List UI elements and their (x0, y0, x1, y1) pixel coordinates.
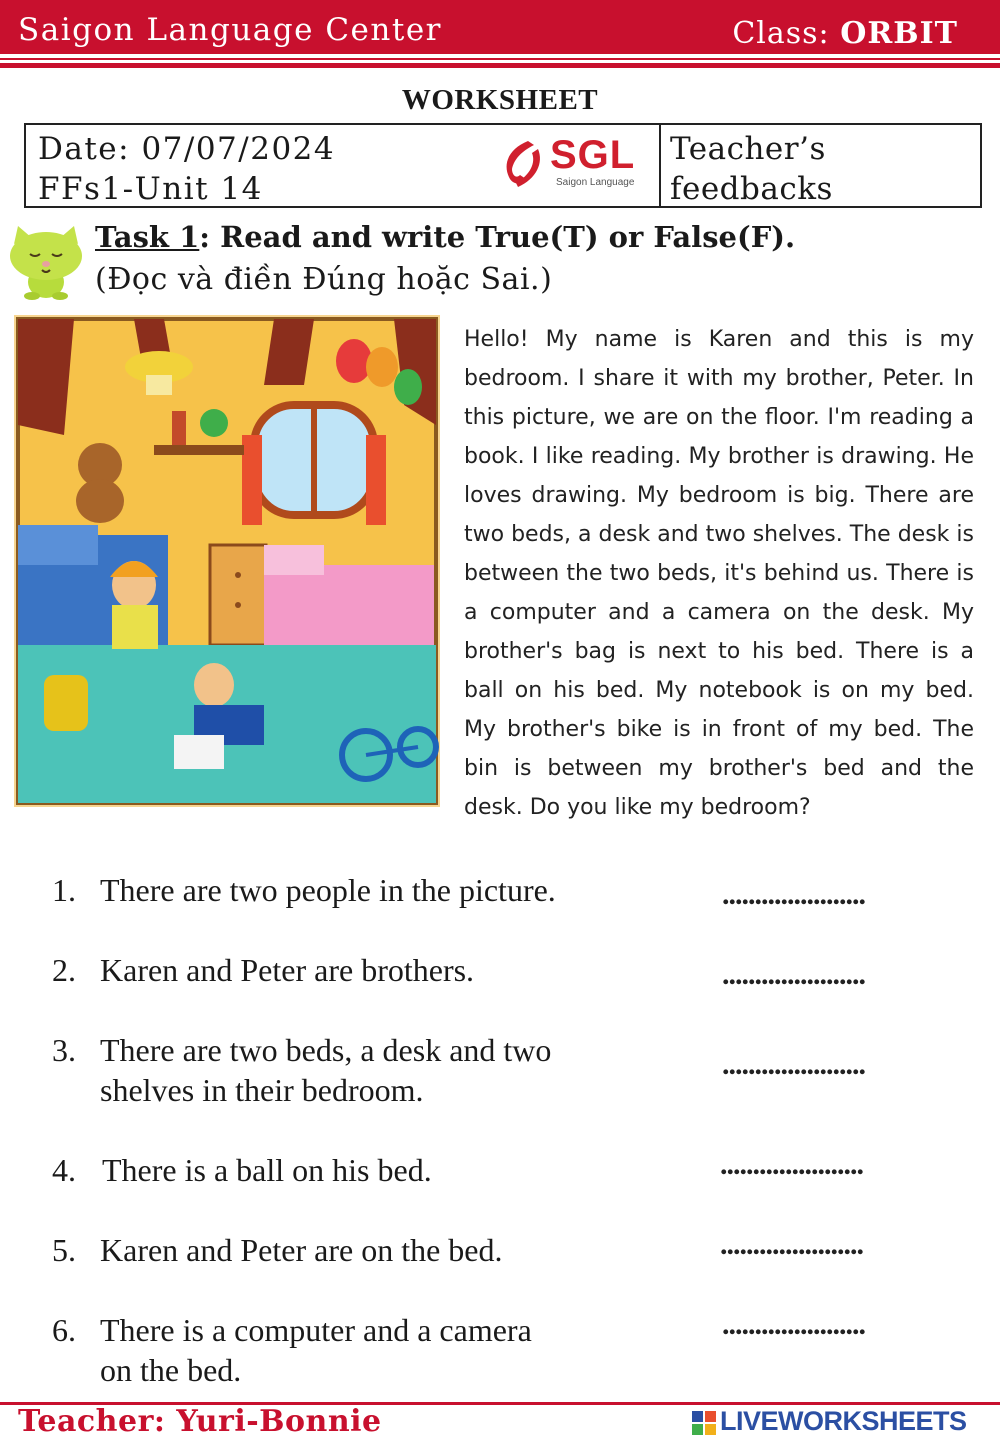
header-rule-thick (0, 63, 1000, 68)
logo-text: SGL (550, 133, 636, 177)
task-heading (95, 220, 795, 254)
answer-blank-2[interactable]: ...................... (722, 958, 865, 991)
question-1: 1. There are two people in the picture. (52, 872, 556, 908)
answer-blank-4[interactable]: ...................... (720, 1148, 863, 1181)
header-bar (0, 0, 1000, 54)
answer-blank-6[interactable]: ...................... (722, 1308, 865, 1341)
box-divider (659, 125, 661, 206)
date-unit (38, 129, 335, 209)
liveworksheets-grid-icon (692, 1411, 716, 1435)
header-rule (0, 58, 1000, 60)
liveworksheets-brand: LIVEWORKSHEETS (720, 1406, 967, 1436)
bedroom-illustration (14, 315, 440, 807)
swoosh-icon (498, 135, 548, 191)
liveworksheets-logo (692, 1406, 992, 1440)
teacher-name: Teacher: Yuri-Bonnie (18, 1404, 382, 1439)
task-translation: (Đọc và điền Đúng hoặc Sai.) (95, 262, 553, 297)
unit-text: FFs1-Unit 14 (38, 171, 263, 207)
cat-mascot-icon (4, 222, 88, 300)
question-6: 6. There is a computer and a camera on the bed. (52, 1312, 532, 1388)
date-text: Date: 07/07/2024 (38, 131, 336, 167)
task-instruction: : Read and write True(T) or False(F). (199, 220, 796, 254)
class-label: Class: ORBIT (732, 16, 958, 51)
logo-subtext: Saigon Language (556, 177, 635, 188)
sgl-logo (496, 133, 656, 193)
question-4: 4. There is a ball on his bed. (52, 1152, 432, 1188)
worksheet-title: WORKSHEET (401, 84, 599, 116)
answer-blank-1[interactable]: ...................... (722, 878, 865, 911)
answer-blank-5[interactable]: ...................... (720, 1228, 863, 1261)
question-3: 3. There are two beds, a desk and two shelves in their bedroom. (52, 1032, 552, 1108)
info-box (24, 123, 982, 208)
reading-passage: Hello! My name is Karen and this is my bedroom. I share it with my brother, Peter. In this picture, we are on the floor. I'm reading a book. I like reading. My brother is drawing. He loves drawing. My bedroom is big. There are two beds, a desk and two shelves. The desk is between the two beds, it's behind us. There is a computer and a camera on the desk. My brother's bag is next to his bed. There is a ball on his bed. My notebook is on my bed. My brother's bike is in front of my bed. The bin is between my brother's bed and the desk. Do you like my bedroom? (464, 327, 974, 820)
school-name: Saigon Language Center (18, 12, 442, 48)
feedback-cell: Teacher’s feedbacks (670, 131, 833, 207)
class-name: ORBIT (840, 16, 958, 51)
question-2: 2. Karen and Peter are brothers. (52, 952, 475, 988)
question-5: 5. Karen and Peter are on the bed. (52, 1232, 503, 1268)
answer-blank-3[interactable]: ...................... (722, 1048, 865, 1081)
task-label: Task 1 (95, 220, 200, 254)
